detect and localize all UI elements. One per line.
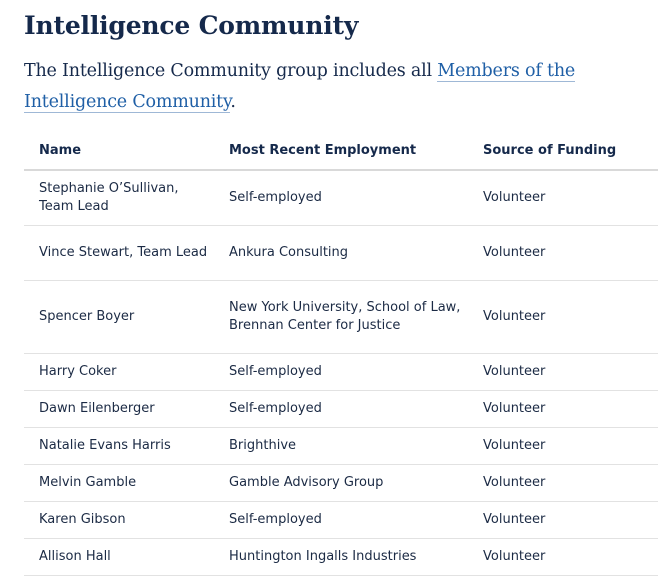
cell-employment: Ankura Consulting	[214, 226, 468, 281]
cell-funding: Volunteer	[468, 502, 658, 539]
cell-name: Spencer Boyer	[24, 281, 214, 354]
cell-funding: Volunteer	[468, 354, 658, 391]
table-row	[24, 281, 658, 354]
table-row	[24, 226, 658, 281]
cell-funding: Volunteer	[468, 281, 658, 354]
intro-paragraph	[24, 56, 584, 118]
table-row	[24, 170, 658, 226]
members-link[interactable]: Members of the Intelligence Community	[24, 61, 576, 112]
cell-name: Karen Gibson	[24, 502, 214, 539]
cell-employment: Self-employed	[214, 502, 468, 539]
cell-employment: Gamble Advisory Group	[214, 465, 468, 502]
cell-employment: Brighthive	[214, 428, 468, 465]
cell-funding: Volunteer	[468, 539, 658, 576]
cell-employment: Self-employed	[214, 391, 468, 428]
members-table	[24, 131, 658, 576]
intro-text: The Intelligence Community group includes all	[24, 61, 438, 81]
cell-name: Melvin Gamble	[24, 465, 214, 502]
cell-funding: Volunteer	[468, 170, 658, 226]
cell-employment: Self-employed	[214, 170, 468, 226]
cell-name: Natalie Evans Harris	[24, 428, 214, 465]
cell-name: Dawn Eilenberger	[24, 391, 214, 428]
intro-text-end: .	[230, 92, 236, 112]
page-title: Intelligence Community	[24, 11, 359, 40]
table-row	[24, 354, 658, 391]
cell-name: Vince Stewart, Team Lead	[24, 226, 214, 281]
cell-funding: Volunteer	[468, 465, 658, 502]
header-employment: Most Recent Employment	[214, 131, 468, 170]
cell-employment: Self-employed	[214, 354, 468, 391]
cell-employment: Huntington Ingalls Industries	[214, 539, 468, 576]
cell-name: Allison Hall	[24, 539, 214, 576]
cell-name: Harry Coker	[24, 354, 214, 391]
cell-employment: New York University, School of Law, Brennan Center for Justice	[214, 281, 468, 354]
table-header-row	[24, 131, 658, 170]
table-row	[24, 502, 658, 539]
table-row	[24, 465, 658, 502]
table-row	[24, 539, 658, 576]
cell-name: Stephanie O’Sullivan, Team Lead	[24, 170, 214, 226]
table-row	[24, 428, 658, 465]
cell-funding: Volunteer	[468, 391, 658, 428]
header-funding: Source of Funding	[468, 131, 658, 170]
header-name: Name	[24, 131, 214, 170]
cell-funding: Volunteer	[468, 428, 658, 465]
table-row	[24, 391, 658, 428]
cell-funding: Volunteer	[468, 226, 658, 281]
